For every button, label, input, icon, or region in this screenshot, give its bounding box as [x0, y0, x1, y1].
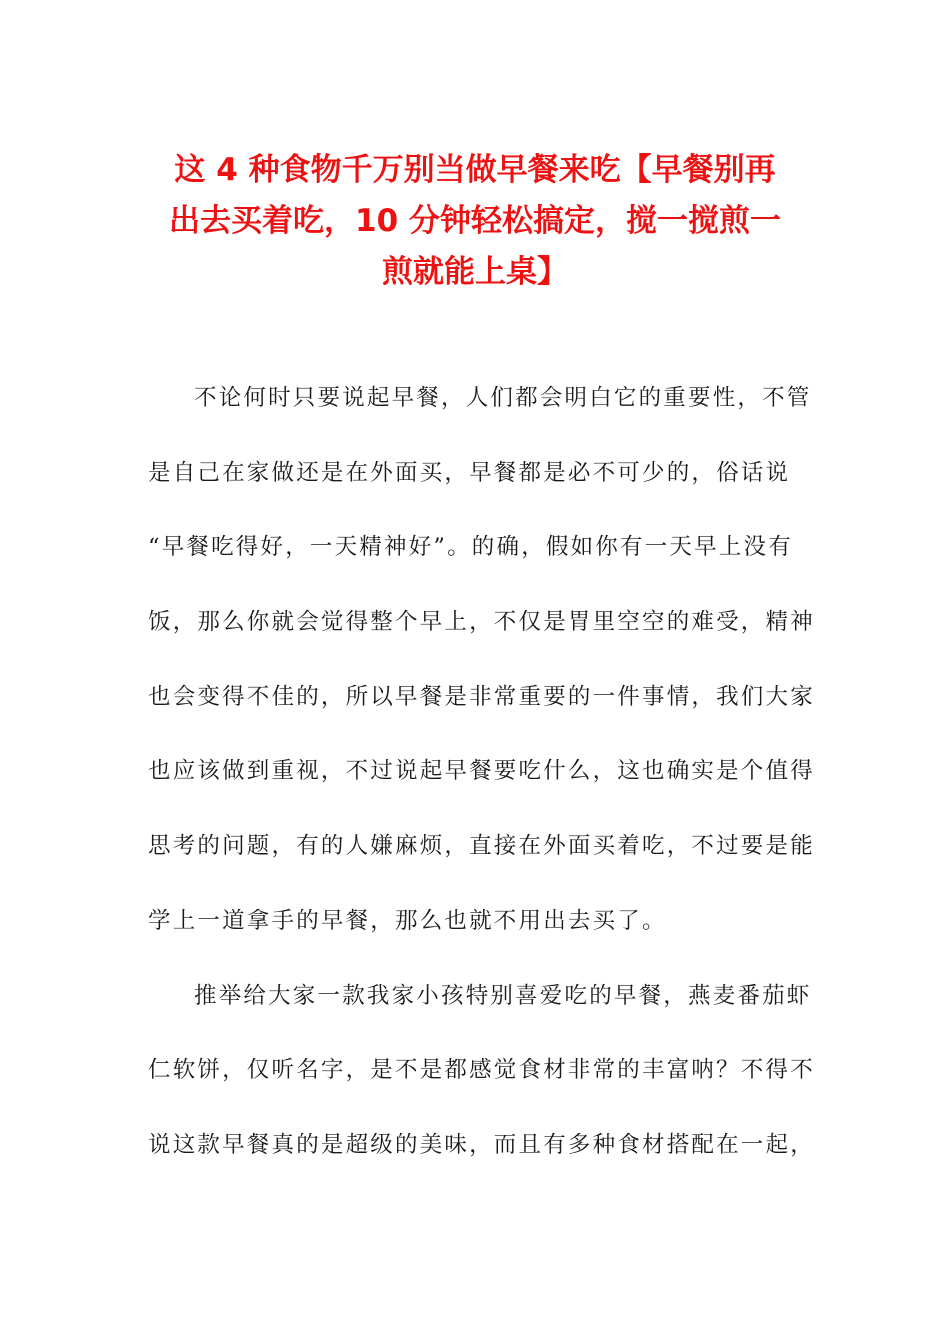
- paragraph-1-line: 不论何时只要说起早餐，人们都会明白它的重要性，不管: [194, 385, 812, 411]
- paragraph-1-line: 饭，那么你就会觉得整个早上，不仅是胃里空空的难受，精神: [148, 609, 815, 636]
- title-line: 煎就能上桌】: [382, 254, 568, 290]
- paragraph-2-line: 仁软饼，仅听名字，是不是都感觉食材非常的丰富呐？不得不: [148, 1057, 815, 1084]
- title-line: 出去买着吃，10 分钟轻松搞定，搅一搅煎一: [169, 203, 781, 239]
- document-title: [140, 145, 810, 298]
- paragraph-1-line: 也应该做到重视，不过说起早餐要吃什么，这也确实是个值得: [148, 758, 815, 785]
- document-body: [148, 372, 815, 1194]
- paragraph-1-line: “早餐吃得好，一天精神好”。的确，假如你有一天早上没有: [148, 534, 793, 561]
- paragraph-2-line: 推举给大家一款我家小孩特别喜爱吃的早餐，燕麦番茄虾: [194, 982, 812, 1009]
- paragraph-1-line: 学上一道拿手的早餐，那么也就不用出去买了。: [148, 907, 667, 934]
- paragraph-2-line: 说这款早餐真的是超级的美味，而且有多种食材搭配在一起，: [148, 1131, 815, 1158]
- title-line: 这 4 种食物千万别当做早餐来吃【早餐别再: [174, 152, 776, 188]
- paragraph-1-line: 思考的问题，有的人嫌麻烦，直接在外面买着吃，不过要是能: [148, 833, 815, 860]
- paragraph-1-line: 也会变得不佳的，所以早餐是非常重要的一件事情，我们大家: [148, 683, 815, 710]
- paragraph-1-line: 是自己在家做还是在外面买，早餐都是必不可少的，俗话说: [148, 459, 791, 486]
